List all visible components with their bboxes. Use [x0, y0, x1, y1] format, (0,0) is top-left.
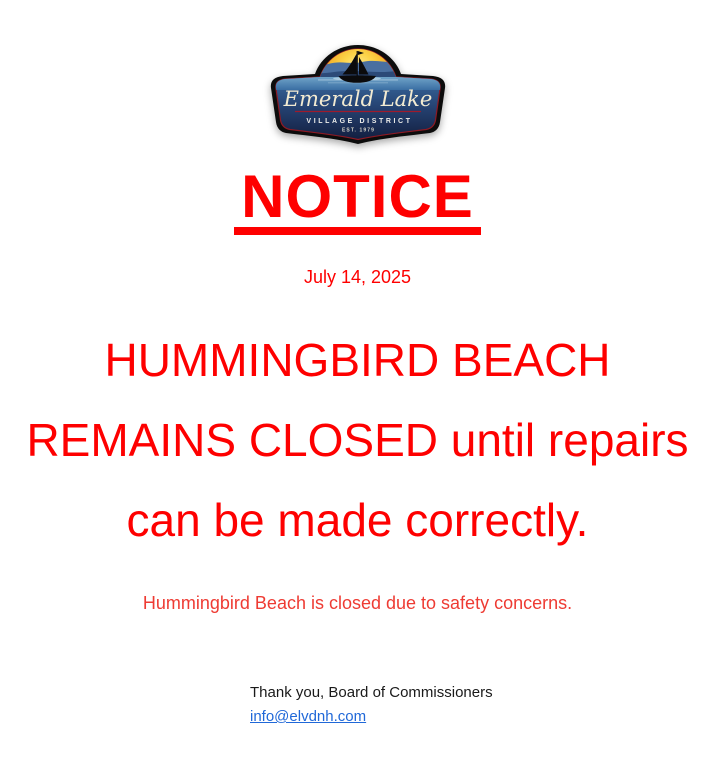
logo-title: Emerald Lake	[283, 87, 432, 111]
headline-line: can be made correctly.	[126, 494, 589, 546]
headline-line: HUMMINGBIRD BEACH	[104, 334, 611, 386]
logo-subtitle: VILLAGE DISTRICT	[305, 118, 413, 125]
lake-scene	[268, 44, 448, 90]
emerald-lake-badge-icon	[268, 44, 448, 146]
notice-date: July 14, 2025	[303, 267, 412, 287]
subnote: Hummingbird Beach is closed due to safety concerns.	[142, 593, 573, 613]
logo-est: EST. 1979	[341, 127, 375, 134]
headline-line: REMAINS CLOSED until repairs	[26, 414, 689, 466]
notice-title: NOTICE	[234, 167, 481, 235]
thanks-text: Thank you, Board of Commissioners	[250, 684, 493, 701]
email-link[interactable]: info@elvdnh.com	[250, 708, 367, 725]
headline	[0, 320, 715, 560]
org-logo	[0, 44, 715, 146]
